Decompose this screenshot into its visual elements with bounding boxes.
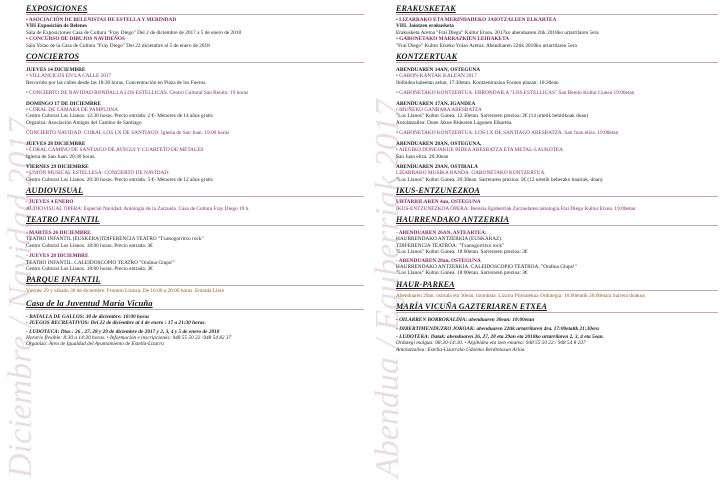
kontzertu-detail-6: "Los Llanos" Kultur Gunea. 20:30ean. Sarreraren prezioa: 5€ (12 urtetik beherako haurrak, doan) bbox=[396, 176, 603, 183]
erakusketa-item-1: • LIZARRAKO ETA MERINDADEKO JAIOTZALEEN ELKARTEA bbox=[396, 17, 557, 23]
expo-subtitle: VIII Exposición de Belenes bbox=[26, 23, 88, 30]
concert-date-4: VIERNES 29 DICIEMBRE bbox=[26, 163, 89, 170]
section-kontzertuak-title: KONTZERTUAK bbox=[396, 52, 718, 63]
teatro-item-1: TEATRO INFANTIL (EUSKERA)TDIFERENCIA TEATRO "Txanogorritxo rock" bbox=[26, 236, 204, 243]
erakusketa-detail-1: Erakusketa Aretoa "Frai Diego" Kultur Etxea. 2017ko abenduaren 2tik 2018ko urtarrilaren 5era bbox=[396, 29, 599, 36]
teatro-detail-2: Centro Cultural Los Llanos. 18:00 horas. Precio entrada: 3€ bbox=[26, 265, 153, 272]
concert-item-6: • UNIÓN MUSICAL ESTELLESA: CONCIERTO DE NAVIDAD: bbox=[26, 170, 170, 177]
antzerki-detail-1: "Los Llanos" Kultur Gunea. 18:00etan. Sarreraren prezioa: 3€ bbox=[396, 249, 528, 256]
kontzertu-item-1: • GABON-KANTAK KALEAN 2017 bbox=[396, 73, 477, 80]
kontzertu-detail-5: San Juan eliza. 20:30ean bbox=[396, 153, 449, 160]
concert-item-5: • CORAL CAMINO DE SANTIAGO DE AYEGUI Y CUARTETO DE METALES bbox=[26, 147, 204, 154]
vicuna-item-1: - OILARREN BORROKALDIA: abenduaren 30ean: 18:00etan bbox=[396, 317, 535, 324]
vertical-title-right: Abendua / Eguberriak 2017 bbox=[369, 99, 406, 478]
casa-detail-1: Horario flexible: 8:30 a 14:30 horas. • Información e inscripciones: 948 55 50 22 -948 54 82 37 bbox=[26, 335, 232, 341]
kontzertu-item-2: • GABONETAKO KONTZERTUA. ERRONDAILA "LOS ESTELLICAS" San Benito Kultur Gunea 19:00etan bbox=[396, 90, 635, 97]
casa-item-3: - LUDOTECA: Días : 26 , 27, 28 y 29 de diciembre de 2017 y 2, 3, 4 y 5 de enero de 2018 bbox=[26, 328, 220, 335]
casa-detail-2: Organiza: Área de Igualdad del Ayuntamiento de Estella-Lizarra bbox=[26, 341, 164, 348]
teatro-date-1: - MARTES 26 DICIEMBRE bbox=[26, 229, 91, 236]
section-conciertos-title: CONCIERTOS bbox=[26, 52, 364, 63]
casa-item-2: - JUEGOS RECREATIVOS: Del 22 de diciembre al 4 de enero : 17 a 21:30 horas. bbox=[26, 320, 206, 327]
erakusketa-detail-2: "Frai Diego" Kultur Etxeko Yolao Aretoa. Abenduaren 22tik 2018ko urtarrilaren 5era bbox=[396, 42, 577, 49]
antzerki-item-2: HAURRENDAKO ANTZERKIA. CALEIDOSCOPIO TEATROA: "Ondina Glups!" bbox=[396, 263, 577, 270]
vicuna-detail-2: Antolatzailea: Estella-Lizarrako Udaleko Berdintasun Arloa. bbox=[396, 346, 526, 353]
erakusketa-item-2: • GABONETAKO MARRAZKIEN LEHIAKETA bbox=[396, 36, 510, 43]
kontzertu-date-1: ABENDUAREN 14AN, OSTEGUNA bbox=[396, 67, 481, 74]
concert-detail-5: Iglesia de San Juan. 20:30 horas. bbox=[26, 153, 96, 160]
concert-detail-3: Centro Cultural Los Llanos. 12:30 horas. Precio entrada: 2 €- Menores de 14 años gratis bbox=[26, 113, 213, 120]
concert-detail-6: Centro Cultural Los Llanos. 20:30 horas. Precio entrada: 5 €- Menores de 12 años gratis bbox=[26, 176, 213, 183]
left-column bbox=[26, 4, 364, 348]
ikus-date: URTARRILAREN 4an, OSTEGUNA bbox=[396, 199, 481, 206]
kontzertu-detail-1: Ibilbidea kaleetan zehar, 17:30etan. Kontzentrazioa Foruen plazan: 18:30ean bbox=[396, 79, 559, 86]
concert-detail-3b: Organiza: Asociación Amigos del Camino de Santiago bbox=[26, 119, 142, 126]
erakusketa-subtitle: VIII. Jaiotzen erakusketa bbox=[396, 23, 454, 30]
section-haurrendako-title: HAURRENDAKO ANTZERKIA bbox=[396, 215, 718, 226]
kontzertu-date-4: ABENDUAREN 29AN, OSTIRALA bbox=[396, 163, 478, 170]
casa-item-1: - BATALLA DE GALLOS: 30 de diciembre: 18:00 horas bbox=[26, 313, 150, 320]
expo-item-2: • CONCURSO DE DIBUJOS NAVIDEÑOS bbox=[26, 36, 125, 43]
concert-item-1: • VILLANCICOS EN LA CALLE 2017 bbox=[26, 73, 112, 80]
expo-detail-2: Sala Yolao de la Casa de Cultura "Fray Diego" Del 22 diciembre al 5 de enero de 2018 bbox=[26, 42, 210, 49]
antzerki-date-2: - ABENDUAREN 28an, OSTEGUNA bbox=[396, 257, 481, 264]
antzerki-item-1b: TDIFERENCIA TEATROA: "Txanogorritxo rock" bbox=[396, 242, 505, 249]
section-haurparkea-title: HAUR-PARKEA bbox=[396, 280, 718, 291]
kontzertu-detail-3: "Los Llanos" Kultur Gunea. 12:30etan. Sarreraren prezioa: 2€ (14 urtetik behitikoak doan) bbox=[396, 113, 589, 120]
vertical-title-left: Diciembre / Navidad 2017 bbox=[2, 117, 39, 478]
concert-date-3: JUEVES 28 DICIEMBRE bbox=[26, 140, 86, 147]
section-exposiciones-title: EXPOSICIONES bbox=[26, 4, 364, 15]
antzerki-date-1: - ABENDUAREN 26AN, ASTEARTEA: bbox=[396, 229, 487, 236]
kontzertu-item-3: • IRUÑEKO GANBARA ABESBATZA bbox=[396, 107, 482, 114]
teatro-date-2: - JUEVES 28 DICIEMBRE bbox=[26, 253, 89, 260]
antzerki-detail-2: "Los Llanos" Kultur Gunea. 18:00etan. Sarreraren prezioa: 3€ bbox=[396, 270, 528, 277]
kontzertu-date-2: ABENDUAREN 17AN, IGANDEA bbox=[396, 100, 476, 107]
section-erakusketak-title: ERAKUSKETAK bbox=[396, 4, 718, 15]
concert-item-4: CONCIERTO NAVIDAD: CORAL LOS LX DE SANTIAGO. Iglesia de San Juan. 19:00 horas bbox=[26, 130, 230, 137]
section-teatro-title: TEATRO INFANTIL bbox=[26, 215, 364, 226]
teatro-item-2: TEATRO INFANTIL. CALEIDOSCOPIO TEATRO "Ondina Glups!" bbox=[26, 259, 175, 266]
section-parque-title: PARQUE INFANTIL bbox=[26, 275, 364, 286]
concert-item-2: • CONCIERTO DE NAVIDAD RONDALLA LOS ESTELLICAS. Centro Cultural San Benito: 19 horas bbox=[26, 90, 249, 97]
expo-detail-1: Sala de Exposiciones Casa de Cultura "Fray Diego" Del 2 de diciembre de 2017 a 5 de enero de 2018 bbox=[26, 29, 242, 36]
section-audiovisual-title: AUDIOVISUAL bbox=[26, 186, 364, 197]
vicuna-item-3: - LUDOTEKA: Datak: abenduaren 26, 27, 28 eta 29an eta 2018ko urtarrilaren 2, 3, 4 eta 5ean. bbox=[396, 334, 604, 340]
kontzertu-item-5: • AIEGIKO DONEJAKUE BIDEA ABESBATZA ETA METAL-LAUKOTEA bbox=[396, 147, 563, 154]
vicuna-detail-1: Ordutegi malgua: 08:30-14:30. • Argibidea eta izen ematea: 948 55 50 22 / 948 54 8 237 bbox=[396, 340, 586, 347]
concert-detail-1: Recorrido por las calles desde las 18:30 horas. Concentración en Plaza de los Fueros. bbox=[26, 79, 207, 86]
teatro-detail-1: Centro Cultural Los Llanos. 18:00 horas. Precio entrada: 3€ bbox=[26, 242, 153, 249]
section-vicuna-title: MARÍA VICUÑA GAZTERIAREN ETXEA bbox=[396, 302, 718, 313]
parque-detail: Viernes 29 y sábado 30 de diciembre. Frontón Lizarra. De 16:00 a 20:00 horas. Entrada Libre bbox=[26, 288, 225, 295]
concert-item-3: • CORAL DE CÁMARA DE PAMPLONA bbox=[26, 107, 118, 114]
audiovisual-date: - JUEVES 4 ENERO bbox=[26, 199, 74, 206]
kontzertu-detail-3b: Antolatzailea: Done Jakue Bidearen Lagunen Elkartea. bbox=[396, 119, 513, 126]
vicuna-item-2: - DIBERTIMENDUZKO JOKOAK: abenduaren 22tik urtarrilaren 4ra. 17:00etatik 21:30era bbox=[396, 325, 599, 332]
section-ikus-title: IKUS-ENTZUNEZKOA bbox=[396, 186, 718, 197]
expo-item-1: • ASOCIACIÓN DE BELENISTAS DE ESTELLA Y MERINDAD bbox=[26, 17, 177, 23]
kontzertu-item-4: • GABONETAKO KONTZERTUA: LOS LX DE SANTIAGO ABESBATZA. San Juan eliza. 19:00etan bbox=[396, 130, 619, 137]
audiovisual-detail: AUDIOVISUAL ÓPERA: Especial Navidad. Antología de la Zarzuela. Casa de Cultura Fray Diego 19 h. bbox=[26, 205, 250, 212]
kontzertu-date-3: ABENDUAREN 28AN, OSTEGUNA, bbox=[396, 140, 482, 147]
kontzertu-item-6: LIZARRAKO MUSIKA BANDA. GABONETAKO KONTZERTUA. bbox=[396, 170, 546, 177]
right-column bbox=[396, 4, 718, 353]
antzerki-item-1: HAURRENDAKO ANTZERKIA (EUSKARAZ). bbox=[396, 236, 503, 243]
concert-date-2: DOMINGO 17 DE DICIEMBRE bbox=[26, 100, 101, 107]
ikus-detail: IKUS-ENTZUNEZKOA ÓPERA: Berezia Eguberriak Zarzuelaren antologia.Frai Diego Kultur Etxea. 19:00etan bbox=[396, 205, 636, 212]
haurparkea-detail: Abenduaren 29an, ostirala eta 30ean, larunbata. Lizarra Pilotalekua Ordutegia: 16:00etatik 20:00etara Sarrera doakoa bbox=[396, 292, 645, 299]
section-casa-title: Casa de la Juventud María Vicuña bbox=[26, 298, 364, 310]
concert-date-1: JUEVES 14 DICIEMBRE bbox=[26, 67, 86, 74]
